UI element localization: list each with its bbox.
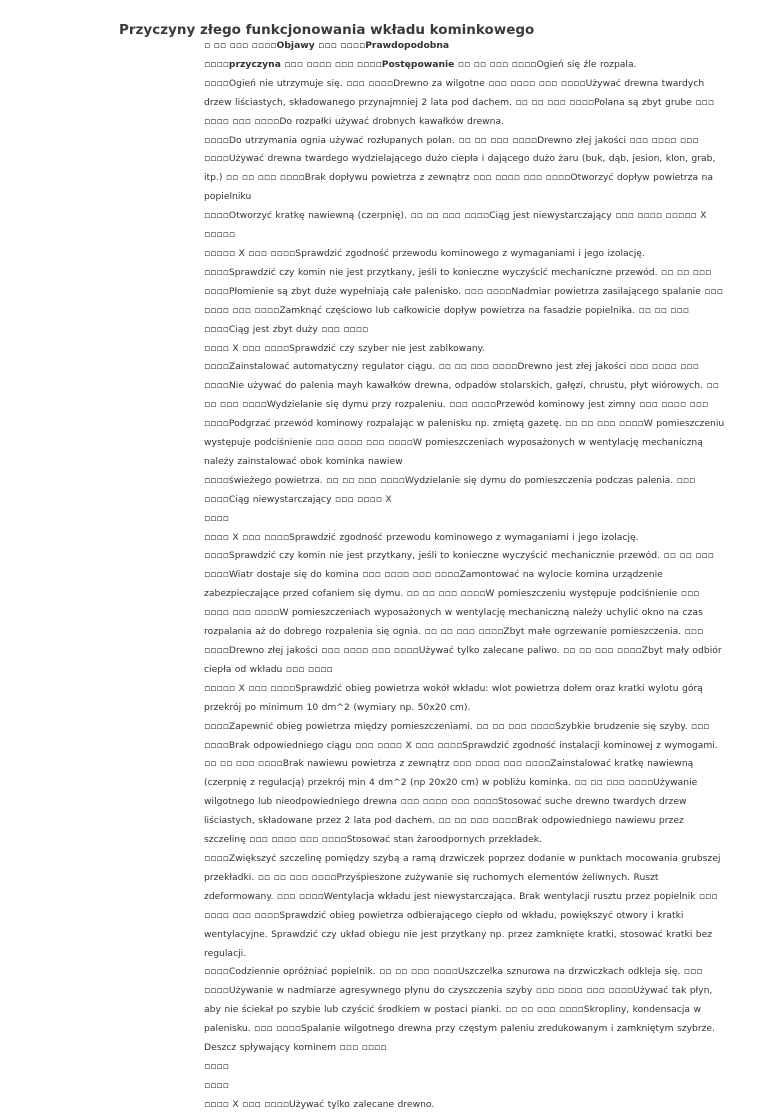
text-line: ▫▫▫▫▫ X ▫▫▫ ▫▫▫▫Sprawdzić zgodność przewodu kominowego z wymaganiami i jego izolację. [204, 247, 645, 259]
text-line: ▫▫▫▫ X ▫▫▫ ▫▫▫▫Używać tylko zalecane drewno. [204, 1098, 435, 1110]
text-line: ▫▫▫▫ X ▫▫▫ ▫▫▫▫Sprawdzić zgodność przewodu kominowego z wymaganiami i jego izolację. [204, 531, 639, 543]
text-line: ▫▫▫▫ [204, 1079, 229, 1091]
text-paragraph [0, 132, 726, 208]
text-line: ▫▫▫▫Zapewnić obieg powietrza między pomieszczeniami. ▫▫ ▫▫ ▫▫▫ ▫▫▫▫Szybkie brudzenie się szyby. ▫▫▫ ▫▫▫▫Brak odpowiedniego ciągu ▫▫▫ ▫▫▫▫ X ▫▫▫ ▫▫▫▫Sprawdzić zgodność instalacji kominowej z wymogami. ▫▫ ▫▫ ▫▫▫ ▫▫▫▫Brak nawiewu powietrza z zewnątrz ▫▫▫ ▫▫▫▫ ▫▫▫ ▫▫▫▫Zainstalować kratkę nawiewną (czerpnię z regulacją) przekrój min 4 dm^2 (np 20x20 cm) w pobliżu kominka. ▫▫ ▫▫ ▫▫▫ ▫▫▫▫Używanie wilgotnego lub nieodpowiedniego drewna ▫▫▫ ▫▫▫▫ ▫▫▫ ▫▫▫▫Stosować suche drewno twardych drzew liściastych, składowane przez 2 lata pod dachem. ▫▫ ▫▫ ▫▫▫ ▫▫▫▫Brak odpowiedniego nawiewu przez szczelinę ▫▫▫ ▫▫▫▫ ▫▫▫ ▫▫▫▫Stosować stan żaroodpornych przekładek. [204, 720, 718, 846]
text-line: ▫▫▫▫Ogień nie utrzymuje się. ▫▫▫ ▫▫▫▫Drewno za wilgotne ▫▫▫ ▫▫▫▫ ▫▫▫ ▫▫▫▫Używać drewna twardych drzew liściastych, składowanego przynajmniej 2 lata pod dachem. ▫▫ ▫▫ ▫▫▫ ▫▫▫▫Polana są zbyt grube ▫▫▫ ▫▫▫▫ ▫▫▫ ▫▫▫▫Do rozpałki używać drobnych kawałków drewna. [204, 77, 715, 127]
document-body [204, 37, 726, 1115]
text-line: ▫▫▫▫Otworzyć kratkę nawiewną (czerpnię). ▫▫ ▫▫ ▫▫▫ ▫▫▫▫Ciąg jest niewystarczający ▫▫▫ ▫▫▫▫ ▫▫▫▫▫ X [204, 210, 707, 222]
text-line: ▫▫▫▫ [204, 512, 229, 524]
text-line: ▫▫▫▫▫ X ▫▫▫ ▫▫▫▫Sprawdzić obieg powietrza wokół wkładu: wlot powietrza dołem oraz kratki wylotu górą przekrój po minimum 10 dm^2 (wymiary np. 50x20 cm). [204, 682, 703, 713]
text-line: ▫▫▫▫Codziennie opróżniać popielnik. ▫▫ ▫▫ ▫▫▫ ▫▫▫▫Uszczelka sznurowa na drzwiczkach odkleja się. ▫▫▫ ▫▫▫▫Używanie w nadmiarze agresywnego płynu do czyszczenia szyby ▫▫▫ ▫▫▫▫ ▫▫▫ ▫▫▫▫Używać tak płyn, aby nie ściekał po szybie lub czyścić środkiem w postaci pianki. ▫▫ ▫▫ ▫▫▫ ▫▫▫▫Skropliny, kondensacja w palenisku. ▫▫▫ ▫▫▫▫Spalanie wilgotnego drewna przy częstym paleniu zredukowanym i zamkniętym szybrze. Deszcz spływający kominem ▫▫▫ ▫▫▫▫ [204, 966, 716, 1054]
text-line: ▫▫▫▫Do utrzymania ognia używać rozłupanych polan. ▫▫ ▫▫ ▫▫▫ ▫▫▫▫Drewno złej jakości ▫▫▫ ▫▫▫▫ ▫▫▫ ▫▫▫▫Używać drewna twardego wydzielającego dużo ciepła i dającego dużo żaru (buk, dąb, jesion, klon, grab, itp.) ▫▫ ▫▫ ▫▫▫ ▫▫▫▫Brak dopływu powietrza z zewnątrz ▫▫▫ ▫▫▫▫ ▫▫▫ ▫▫▫▫Otworzyć dopływ powietrza na popielniku [204, 134, 716, 203]
text-line: ▫▫▫▫świeżego powietrza. ▫▫ ▫▫ ▫▫▫ ▫▫▫▫Wydzielanie się dymu do pomieszczenia podczas palenia. ▫▫▫ ▫▫▫▫Ciąg niewystarczający ▫▫▫ ▫▫▫▫ X [204, 474, 696, 505]
text-line: ▫▫▫▫przyczyna ▫▫▫ ▫▫▫▫ ▫▫▫ ▫▫▫▫Postępowanie ▫▫ ▫▫ ▫▫▫ ▫▫▫▫Ogień się źle rozpala. [204, 58, 637, 70]
text-line: ▫▫▫▫Sprawdzić czy komin nie jest przytkany, jeśli to konieczne wyczyścić mechaniczne przewód. ▫▫ ▫▫ ▫▫▫ ▫▫▫▫Płomienie są zbyt duże wypełniają całe palenisko. ▫▫▫ ▫▫▫▫Nadmiar powietrza zasilającego spalanie ▫▫▫ ▫▫▫▫ ▫▫▫ ▫▫▫▫Zamknąć częściowo lub całkowicie dopływ powietrza na fasadzie popielnika. ▫▫ ▫▫ ▫▫▫ ▫▫▫▫Ciąg jest zbyt duży ▫▫▫ ▫▫▫▫ [204, 266, 723, 335]
document-title: Przyczyny złego funkcjonowania wkładu kominkowego [119, 22, 535, 38]
text-line: ▫ ▫▫ ▫▫▫ ▫▫▫▫Objawy ▫▫▫ ▫▫▫▫Prawdopodobna [204, 40, 450, 51]
text-line: ▫▫▫▫Zwiększyć szczelinę pomiędzy szybą a ramą drzwiczek poprzez dodanie w punktach mocowania grubszej przekładki. ▫▫ ▫▫ ▫▫▫ ▫▫▫▫Przyśpieszone zużywanie się ruchomych elementów żeliwnych. Ruszt zdeformowany. ▫▫▫ ▫▫▫▫Wentylacja wkładu jest niewystarczająca. Brak wentylacji rusztu przez popielnik ▫▫▫ ▫▫▫▫ ▫▫▫ ▫▫▫▫Sprawdzić obieg powietrza odbierającego ciepło od wkładu, powiększyć otwory i kratki wentylacyjne. Sprawdzić czy układ obiegu nie jest przytkany np. przez zamknięte kratki, stosować kratki bez regulacji. [204, 852, 721, 959]
text-line: ▫▫▫▫ [204, 1060, 229, 1072]
text-line: ▫▫▫▫Sprawdzić czy komin nie jest przytkany, jeśli to konieczne wyczyścić mechanicznie przewód. ▫▫ ▫▫ ▫▫▫ ▫▫▫▫Wiatr dostaje się do komina ▫▫▫ ▫▫▫▫ ▫▫▫ ▫▫▫▫Zamontować na wylocie komina urządzenie zabezpieczające przed cofaniem się dymu. ▫▫ ▫▫ ▫▫▫ ▫▫▫▫W pomieszczeniu występuje podciśnienie ▫▫▫ ▫▫▫▫ ▫▫▫ ▫▫▫▫W pomieszczeniach wyposażonych w wentylację mechaniczną należy uchylić okno na czas rozpalania aż do dobrego rozpalenia się ognia. ▫▫ ▫▫ ▫▫▫ ▫▫▫▫Zbyt małe ogrzewanie pomieszczenia. ▫▫▫ ▫▫▫▫Drewno złej jakości ▫▫▫ ▫▫▫▫ ▫▫▫ ▫▫▫▫Używać tylko zalecane paliwo. ▫▫ ▫▫ ▫▫▫ ▫▫▫▫Zbyt mały odbiór ciepła od wkładu ▫▫▫ ▫▫▫▫ [204, 550, 722, 675]
text-line: ▫▫▫▫Zainstalować automatyczny regulator ciągu. ▫▫ ▫▫ ▫▫▫ ▫▫▫▫Drewno jest złej jakości ▫▫▫ ▫▫▫▫ ▫▫▫ ▫▫▫▫Nie używać do palenia mayh kawałków drewna, odpadów stolarskich, gałęzi, chrustu, płyt wiórowych. ▫▫ ▫▫ ▫▫▫ ▫▫▫▫Wydzielanie się dymu przy rozpaleniu. ▫▫▫ ▫▫▫▫Przewód kominowy jest zimny ▫▫▫ ▫▫▫▫ ▫▫▫ ▫▫▫▫Podgrzać przewód kominowy rozpalając w palenisku np. zmiętą gazetę. ▫▫ ▫▫ ▫▫▫ ▫▫▫▫W pomieszczeniu występuje podciśnienie ▫▫▫ ▫▫▫▫ ▫▫▫ ▫▫▫▫W pomieszczeniach wyposażonych w wentylację mechaniczną należy zainstalować obok kominka nawiew [204, 361, 725, 467]
text-line: ▫▫▫▫ X ▫▫▫ ▫▫▫▫Sprawdzić czy szyber nie jest zablkowany. [204, 342, 485, 354]
text-paragraph [4, 75, 726, 132]
text-line: ▫▫▫▫▫ [204, 229, 236, 241]
